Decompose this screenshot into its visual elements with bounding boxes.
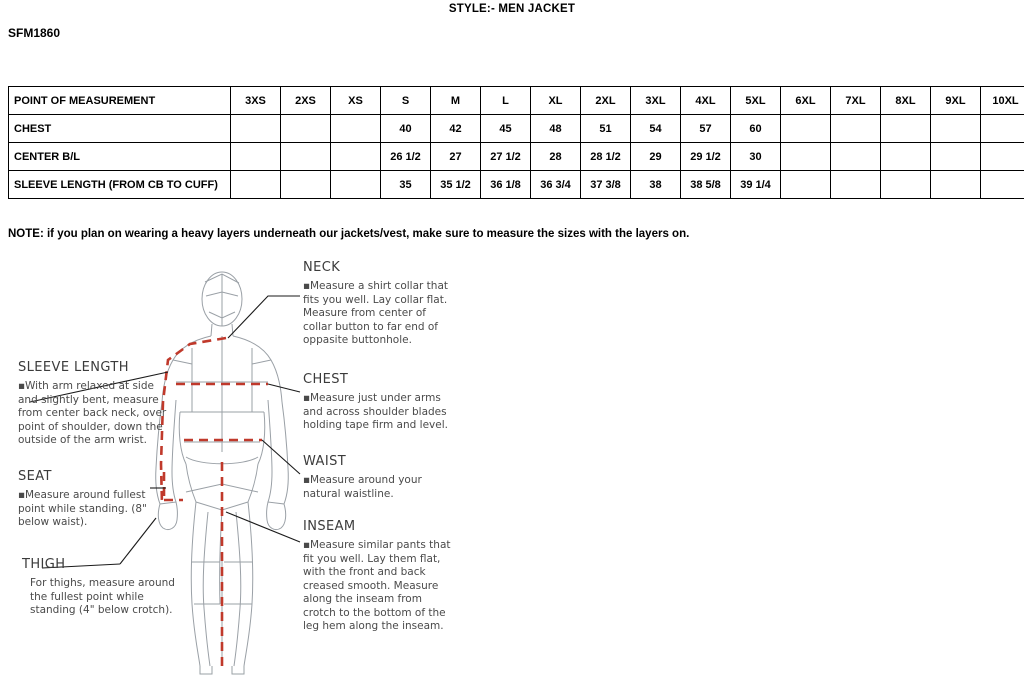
table-cell: 45 [481, 115, 531, 143]
callout-thigh [22, 557, 180, 618]
column-header: 4XL [681, 87, 731, 115]
callout-text: ▪With arm relaxed at side and slightly bent, measure from center back neck, over point of shoulder, down the outside of the arm wrist. [18, 380, 167, 446]
row-label: SLEEVE LENGTH (FROM CB TO CUFF) [9, 171, 231, 199]
bullet-icon: ▪ [18, 380, 26, 392]
row-label: CENTER B/L [9, 143, 231, 171]
column-header: 5XL [731, 87, 781, 115]
table-cell [881, 115, 931, 143]
bullet-icon: ▪ [18, 489, 26, 501]
callout-title: SLEEVE LENGTH [18, 360, 129, 375]
column-header: M [431, 87, 481, 115]
column-header: 7XL [831, 87, 881, 115]
column-header: L [481, 87, 531, 115]
table-cell [781, 143, 831, 171]
table-cell [931, 171, 981, 199]
table-cell: 29 [631, 143, 681, 171]
table-cell [331, 115, 381, 143]
table-row [9, 115, 1024, 143]
table-cell: 54 [631, 115, 681, 143]
table-cell [931, 143, 981, 171]
table-cell [231, 171, 281, 199]
bullet-icon: ▪ [303, 392, 311, 404]
table-cell: 30 [731, 143, 781, 171]
table-cell: 36 1/8 [481, 171, 531, 199]
table-cell [981, 171, 1024, 199]
table-cell: 26 1/2 [381, 143, 431, 171]
table-cell: 27 1/2 [481, 143, 531, 171]
column-header: 8XL [881, 87, 931, 115]
measurement-diagram [0, 252, 1024, 677]
column-header: 3XL [631, 87, 681, 115]
table-cell: 38 [631, 171, 681, 199]
callout-title: WAIST [303, 454, 347, 469]
style-code: SFM1860 [8, 26, 61, 40]
column-header: POINT OF MEASUREMENT [9, 87, 231, 115]
bullet-icon: ▪ [303, 474, 311, 486]
table-cell [781, 115, 831, 143]
table-cell [831, 115, 881, 143]
column-header: S [381, 87, 431, 115]
row-label: CHEST [9, 115, 231, 143]
bullet-icon: ▪ [303, 280, 311, 292]
table-cell [231, 143, 281, 171]
table-cell: 27 [431, 143, 481, 171]
callout-neck [303, 260, 453, 348]
column-header: 2XL [581, 87, 631, 115]
callout-inseam [303, 519, 458, 634]
callout-text: ▪Measure around your natural waistline. [303, 474, 422, 500]
callout-text: ▪Measure a shirt collar that fits you well. Lay collar flat. Measure from center of collar button to far end of oppasite buttonhole. [303, 280, 448, 346]
table-cell: 36 3/4 [531, 171, 581, 199]
table-cell [881, 171, 931, 199]
column-header: XL [531, 87, 581, 115]
table-cell: 37 3/8 [581, 171, 631, 199]
table-cell: 60 [731, 115, 781, 143]
column-header: XS [331, 87, 381, 115]
table-cell: 48 [531, 115, 581, 143]
callout-title: THIGH [22, 557, 66, 572]
page-title: STYLE:- MEN JACKET [448, 3, 576, 15]
table-cell [281, 171, 331, 199]
table-cell: 38 5/8 [681, 171, 731, 199]
table-cell [331, 171, 381, 199]
column-header: 9XL [931, 87, 981, 115]
callout-waist [303, 454, 453, 501]
table-cell [231, 115, 281, 143]
table-cell: 57 [681, 115, 731, 143]
column-header: 2XS [281, 87, 331, 115]
table-row [9, 171, 1024, 199]
measurement-note: NOTE: if you plan on wearing a heavy layers underneath our jackets/vest, make sure to measure the sizes with the layers on. [8, 228, 690, 240]
table-cell [981, 143, 1024, 171]
callout-text: ▪Measure similar pants that fit you well. Lay them flat, with the front and back creased smooth. Measure along the inseam from crotch to the bottom of the leg hem along the inseam. [303, 539, 451, 632]
callout-seat [18, 469, 168, 530]
table-cell [981, 115, 1024, 143]
table-cell [881, 143, 931, 171]
table-cell: 51 [581, 115, 631, 143]
table-cell [931, 115, 981, 143]
table-cell [831, 143, 881, 171]
table-header-row [9, 87, 1024, 115]
table-cell: 35 1/2 [431, 171, 481, 199]
table-row [9, 143, 1024, 171]
table-cell: 35 [381, 171, 431, 199]
callout-title: CHEST [303, 372, 349, 387]
callout-title: SEAT [18, 469, 52, 484]
table-cell: 39 1/4 [731, 171, 781, 199]
table-cell [781, 171, 831, 199]
callout-sleeve-length [18, 360, 168, 448]
bullet-icon: ▪ [303, 539, 311, 551]
table-cell: 29 1/2 [681, 143, 731, 171]
table-cell: 28 1/2 [581, 143, 631, 171]
table-cell [331, 143, 381, 171]
column-header: 10XL [981, 87, 1024, 115]
table-cell [281, 115, 331, 143]
callout-title: NECK [303, 260, 341, 275]
callout-text: For thighs, measure around the fullest point while standing (4" below crotch). [30, 577, 175, 616]
callout-text: ▪Measure just under arms and across shoulder blades holding tape firm and level. [303, 392, 448, 431]
callout-chest [303, 372, 453, 433]
column-header: 6XL [781, 87, 831, 115]
callout-text: ▪Measure around fullest point while standing. (8" below waist). [18, 489, 147, 528]
column-header: 3XS [231, 87, 281, 115]
callout-title: INSEAM [303, 519, 356, 534]
table-cell: 28 [531, 143, 581, 171]
table-cell [831, 171, 881, 199]
table-cell: 42 [431, 115, 481, 143]
table-cell: 40 [381, 115, 431, 143]
size-table [8, 86, 1024, 199]
table-cell [281, 143, 331, 171]
